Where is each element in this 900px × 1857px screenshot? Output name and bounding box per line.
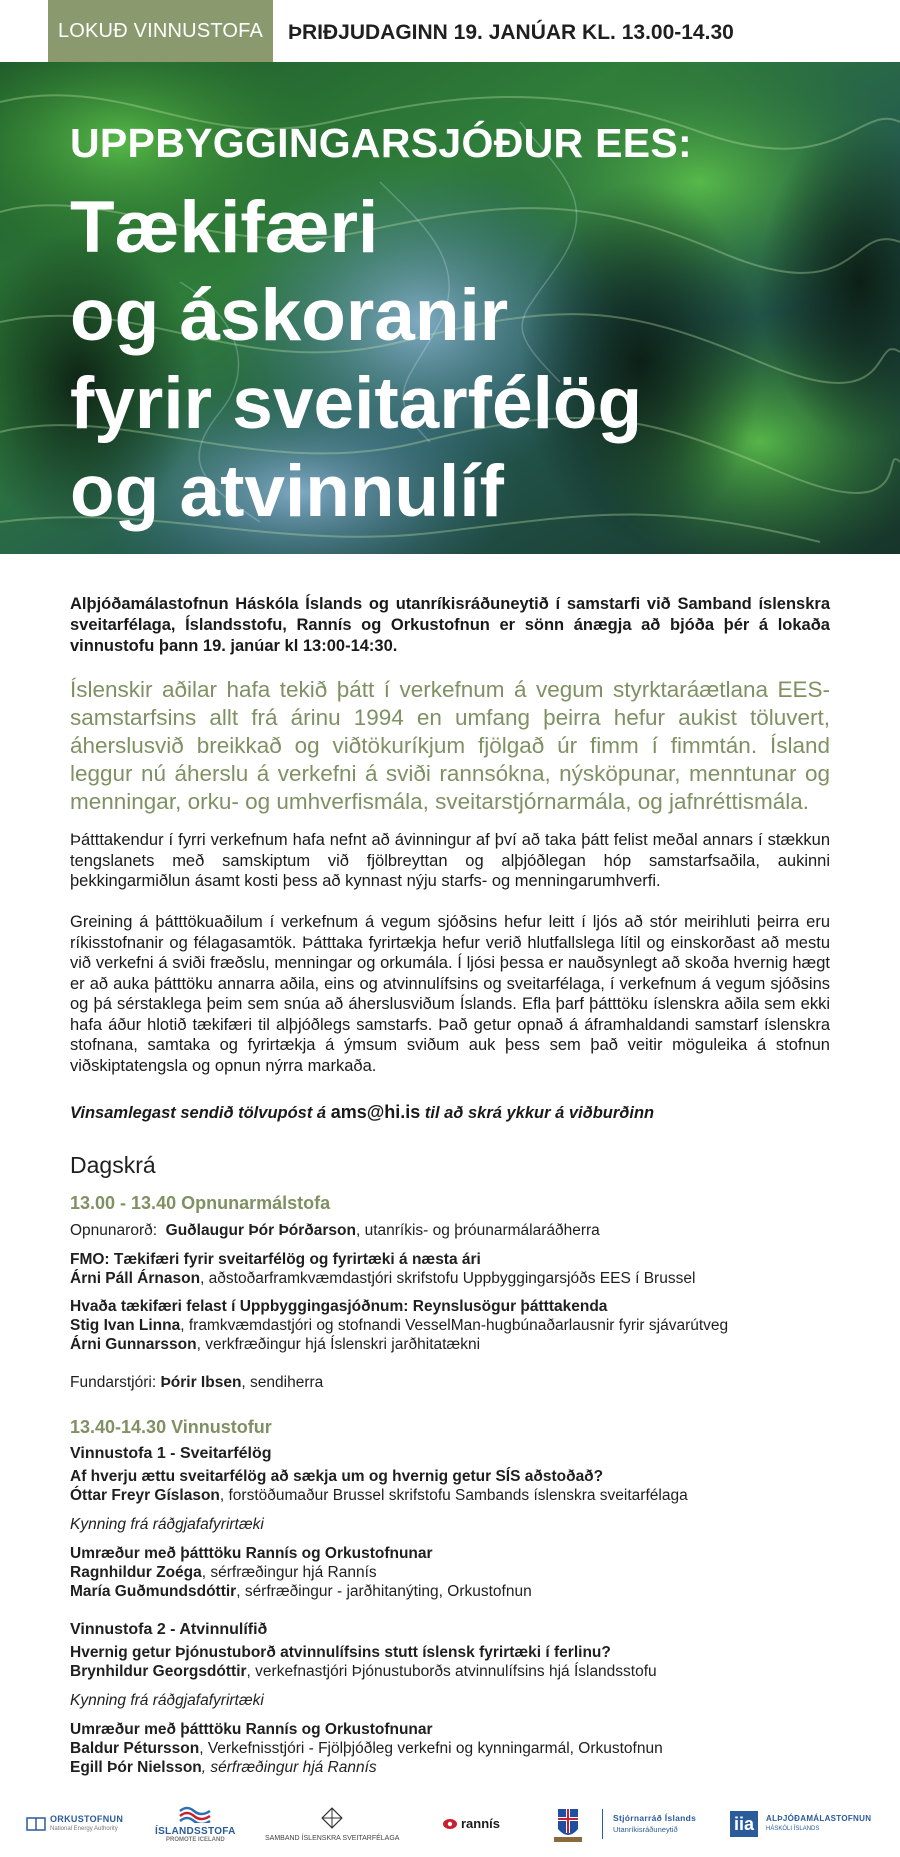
orkustofnun-mark-icon — [26, 1817, 46, 1831]
workshop-2: Vinnustofa 2 - Atvinnulífið Hvernig getur Þjónustuborð atvinnulífsins stutt íslensk fyrirtæki í ferlinu? Brynhildur Georgsdóttir, verkefnastjóri Þjónustuborðs atvinnulífsins hjá Íslandsstofu Kynning frá ráðgjafafyrirtæki Umræður með þátttöku Rannís og Orkustofnunar Baldur Pétursson, Verkefnisstjóri - Fjölþjóðleg verkefni og kynningarmál, Orkustofnun Egill Þór Nielsson, sérfræðingur hjá Rannís — [70, 1621, 663, 1776]
workshop-1: Vinnustofa 1 - Sveitarfélög Af hverju ættu sveitarfélög að sækja um og hvernig getur SÍS aðstoðað? Óttar Freyr Gíslason, forstöðumaður Brussel skrifstofu Sambands íslenskra sveitarfélaga Kynning frá ráðgjafafyrirtæki Umræður með þátttöku Rannís og Orkustofnunar Ragnhildur Zoéga, sérfræðingur hjá Rannís María Guðmundsdóttir, sérfræðingur - jarðhitanýting, Orkustofnun — [70, 1445, 688, 1600]
registration-email-link[interactable]: ams@hi.is — [330, 1102, 421, 1122]
agenda-section-heading: 13.40-14.30 Vinnustofur — [70, 1417, 272, 1437]
event-type-tag: LOKUÐ VINNUSTOFA — [48, 0, 273, 62]
event-date: ÞRIÐJUDAGINN 19. JANÚAR KL. 13.00-14.30 — [288, 21, 734, 44]
hero-subtitle: UPPBYGGINGARSJÓÐUR EES: — [70, 120, 692, 166]
hero-title-line: Tækifæri — [70, 187, 379, 268]
registration-note — [70, 1102, 830, 1123]
agenda-item-opening: Opnunarorð: Guðlaugur Þór Þórðarson, utanríkis- og þróunarmálaráðherra — [70, 1222, 600, 1239]
hero-title-line: og atvinnulíf — [70, 451, 504, 532]
hero-title-line: fyrir sveitarfélög — [70, 363, 643, 444]
orkustofnun-logo: ORKUSTOFNUN National Energy Authority — [26, 1790, 123, 1857]
agenda-title: Dagskrá — [70, 1152, 156, 1178]
hero-title-line: og áskoranir — [70, 275, 509, 356]
body-paragraph-2: Greining á þátttökuaðilum í verkefnum á vegum sjóðsins hefur leitt í ljós að stór meirihluti þeirra eru ríkisstofnanir og félagasamtök. Þátttaka fyrirtækja hefur verið hlutfallslega lítil og einskorðast að mestu við verkefni á sviði fræðslu, menningar og orkumála. Í ljósi þessa er nauðsynlegt að skoða hvernig hægt er að auka þátttöku annarra aðila, eins og atvinnulífsins og sveitarfélaga, í verkefnum á vegum sjóðsins og þá sérstaklega þeim sem snúa að áherslusviðum Íslands. Efla þarf þátttöku íslenskra aðila sem ekki hafa áður hlotið tækifæri til alþjóðlegs samstarfs. Það getur opnað á áframhaldandi samstarf íslenskra stofnana, samtaka og fyrirtækja á ýmsum sviðum auk þess sem það veitir möguleika á stofnun viðskiptatengsla og opnun nýrra markaða. — [70, 913, 830, 1075]
ams-mark: iia — [730, 1811, 758, 1837]
stjornarrad-logo: Stjórnarráð Íslands Utanríkisráðuneytið — [548, 1790, 696, 1857]
samband-logo: SAMBAND ÍSLENSKRA SVEITARFÉLAGA — [265, 1790, 399, 1857]
agenda-item-experiences: Hvaða tækifæri felast í Uppbyggingasjóðnum: Reynslusögur þátttakenda Stig Ivan Linna, framkvæmdastjóri og stofnandi VesselMan-hugbúnaðarlausnir fyrir sjávarútveg Árni Gunnarsson, verkfræðingur hjá Íslenskri jarðhitatækni — [70, 1298, 729, 1353]
rannis-eye-icon — [442, 1818, 458, 1830]
wave-icon — [178, 1805, 212, 1823]
coat-of-arms-icon — [548, 1803, 588, 1845]
ams-logo: iia ALÞJÓÐAMÁLASTOFNUN HÁSKÓLI ÍSLANDS — [730, 1790, 871, 1857]
body-paragraph-1: Þátttakendur í fyrri verkefnum hafa nefnt að ávinningur af því að taka þátt felist meðal annars í stækkun tengslanets með samskiptum við fjölbreyttan og alþjóðlegan hóp samstarfsaðila, aukinni þekkingarmiðlun ásamt kosti þess að kynnast nýju starfs- og menningarumhverfi. — [70, 831, 830, 890]
registration-text-before: Vinsamlegast sendið tölvupóst á — [70, 1104, 331, 1122]
samband-emblem-icon — [319, 1805, 345, 1831]
registration-text-after: til að skrá ykkur á viðburðinn — [420, 1104, 655, 1122]
islandsstofa-logo: ÍSLANDSSTOFA PROMOTE ICELAND — [155, 1790, 236, 1857]
hero-banner — [0, 62, 900, 554]
intro-paragraph: Alþjóðamálastofnun Háskóla Íslands og utanríkisráðuneytið í samstarfi við Samband íslenskra sveitarfélaga, Íslandsstofu, Rannís og Orkustofnun er sönn ánægja að bjóða þér á lokaða vinnustofu þann 19. janúar kl 13:00-14:30. — [70, 595, 830, 655]
rannis-logo: rannís — [442, 1790, 500, 1857]
agenda-section-heading: 13.00 - 13.40 Opnunarmálstofa — [70, 1193, 331, 1213]
agenda-item-chair: Fundarstjóri: Þórir Ibsen, sendiherra — [70, 1374, 324, 1391]
top-bar — [0, 0, 900, 62]
hero-title — [70, 184, 642, 536]
partner-logos — [0, 1790, 900, 1857]
agenda-item-fmo: FMO: Tækifæri fyrir sveitarfélög og fyrirtæki á næsta ári Árni Páll Árnason, aðstoðarframkvæmdastjóri skrifstofu Uppbyggingarsjóðs EES í Brussel — [70, 1251, 696, 1287]
lead-paragraph: Íslenskir aðilar hafa tekið þátt í verkefnum á vegum styrktaráætlana EES-samstarfsins allt frá árinu 1994 en umfang þeirra hefur aukist töluvert, áherslusvið breikkað og viðtökuríkjum fjölgað úr fimm í fimmtán. Ísland leggur nú áherslu á verkefni á sviði rannsókna, nýsköpunar, menntunar og menningar, orku- og umhverfismála, sveitarstjórnarmála, og jafnréttismála. — [70, 677, 830, 814]
